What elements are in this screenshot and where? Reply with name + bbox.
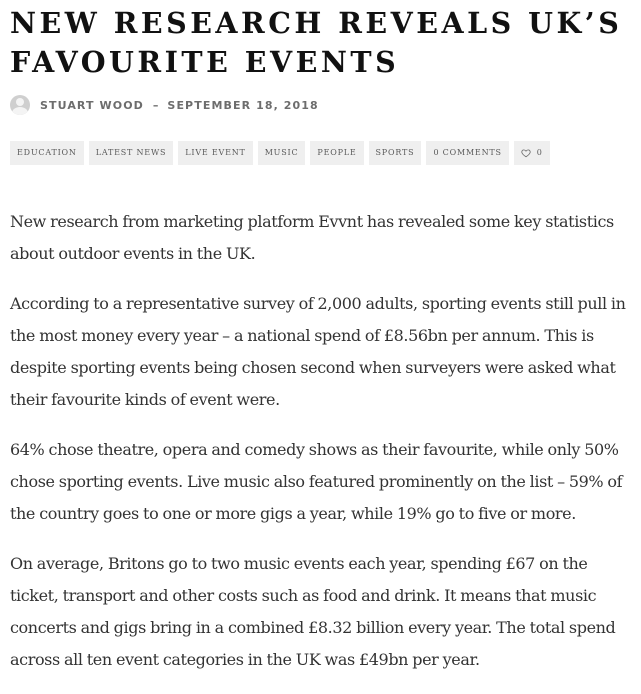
heart-icon [521,148,531,158]
tag-live-event[interactable]: LIVE EVENT [178,141,252,165]
meta-separator: – [152,98,159,112]
comments-link[interactable]: 0 COMMENTS [426,141,508,165]
tag-music[interactable]: MUSIC [258,141,306,165]
article-body [10,206,635,676]
paragraph: New research from marketing platform Evvnt has revealed some key statistics about outdoor events in the UK. [10,212,614,263]
post-date[interactable]: SEPTEMBER 18, 2018 [167,98,319,112]
post-meta [10,94,635,116]
tag-education[interactable]: EDUCATION [10,141,84,165]
tag-list [10,141,635,165]
tag-people[interactable]: PEOPLE [310,141,363,165]
blog-post [10,0,635,694]
tag-latest-news[interactable]: LATEST NEWS [89,141,174,165]
user-avatar-icon [10,95,30,115]
like-button[interactable] [514,141,550,165]
paragraph: According to a representative survey of 2,000 adults, sporting events still pull in the most money every year – a national spend of £8.56bn per annum. This is despite sporting events being chosen second when surveyers were asked what their favourite kinds of event were. [10,294,626,409]
tag-sports[interactable]: SPORTS [369,141,422,165]
paragraph: On average, Britons go to two music events each year, spending £67 on the ticket, transport and other costs such as food and drink. It means that music concerts and gigs bring in a combined £8.32 billion every year. The total spend across all ten event categories in the UK was £49bn per year. [10,554,616,669]
likes-count: 0 [536,148,543,157]
author-link[interactable]: STUART WOOD [40,98,144,112]
paragraph: 64% chose theatre, opera and comedy shows as their favourite, while only 50% chose sporting events. Live music also featured prominently on the list – 59% of the country goes to one or more gigs a year, while 19% go to five or more. [10,440,623,523]
post-title: NEW RESEARCH REVEALS UK’S FAVOURITE EVENTS [10,6,623,79]
